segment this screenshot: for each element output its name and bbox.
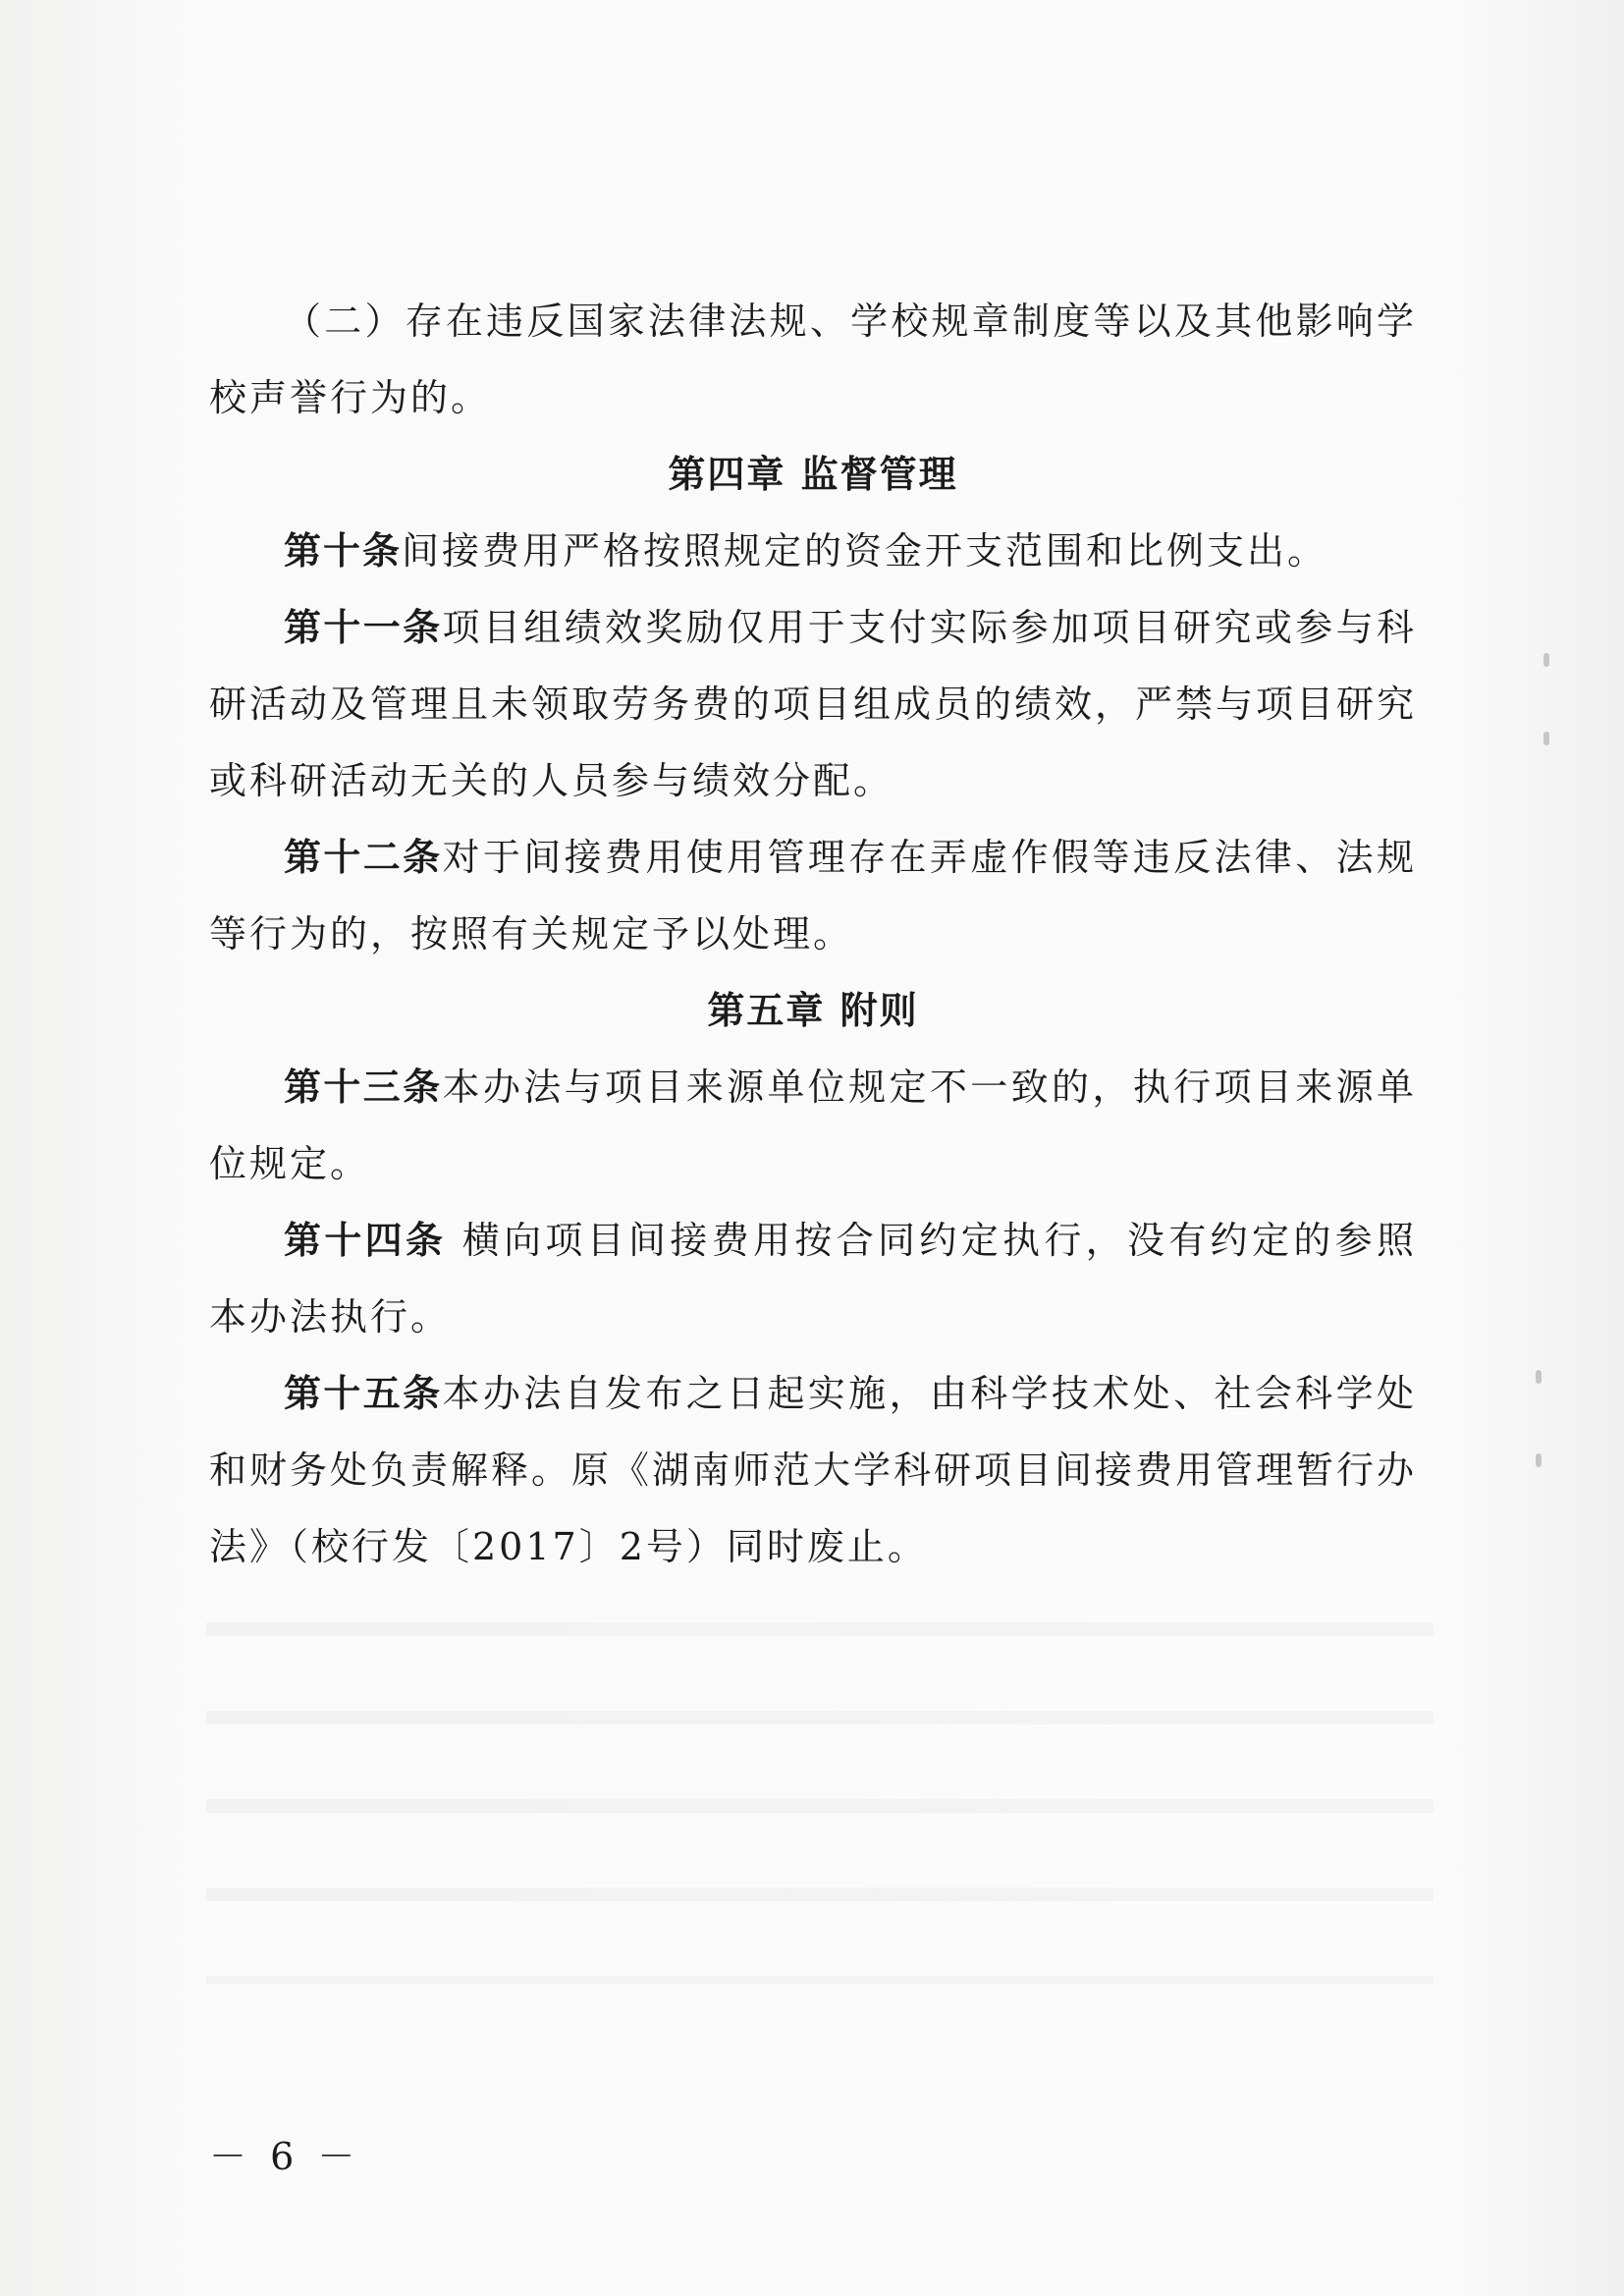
- article-label: 第十五条: [284, 1372, 443, 1415]
- page-number: － 6 －: [209, 2135, 361, 2178]
- scan-dot: [1543, 653, 1549, 667]
- article-15: [209, 1355, 1417, 1585]
- scan-dot: [1536, 1370, 1542, 1384]
- article-text: 横向项目间接费用按合同约定执行，没有约定的参照本办法执行。: [209, 1219, 1417, 1339]
- scan-dot: [1543, 732, 1549, 745]
- article-12: [209, 819, 1417, 972]
- scan-dot: [1536, 1453, 1542, 1467]
- document-body: [209, 283, 1417, 1585]
- article-11: [209, 589, 1417, 819]
- paragraph-item-2: [209, 283, 1417, 436]
- chapter-5-title: 第五章 附则: [707, 989, 919, 1032]
- article-13: [209, 1049, 1417, 1202]
- paragraph-text: （二）存在违反国家法律法规、学校规章制度等以及其他影响学校声誉行为的。: [209, 300, 1417, 419]
- article-10: [209, 513, 1417, 589]
- article-label: 第十四条: [284, 1219, 447, 1262]
- article-text: 项目组绩效奖励仅用于支付实际参加项目研究或参与科研活动及管理且未领取劳务费的项目组成员的绩效，严禁与项目研究或科研活动无关的人员参与绩效分配。: [209, 606, 1418, 802]
- article-text: 本办法自发布之日起实施，由科学技术处、社会科学处和财务处负责解释。原《湖南师范大学科研项目间接费用管理暂行办法》（校行发〔2017〕2号）同时废止。: [209, 1372, 1418, 1568]
- chapter-4-title: 第四章 监督管理: [668, 453, 958, 496]
- article-text: 对于间接费用使用管理存在弄虚作假等违反法律、法规等行为的，按照有关规定予以处理。: [209, 836, 1417, 956]
- article-label: 第十条: [284, 529, 403, 573]
- article-label: 第十一条: [284, 606, 443, 649]
- article-label: 第十三条: [284, 1066, 443, 1109]
- article-14: [209, 1202, 1417, 1355]
- article-label: 第十二条: [284, 836, 443, 879]
- bleed-through-texture: [206, 1571, 1434, 1984]
- article-text: 间接费用严格按照规定的资金开支范围和比例支出。: [402, 529, 1328, 573]
- article-text: 本办法与项目来源单位规定不一致的，执行项目来源单位规定。: [209, 1066, 1417, 1185]
